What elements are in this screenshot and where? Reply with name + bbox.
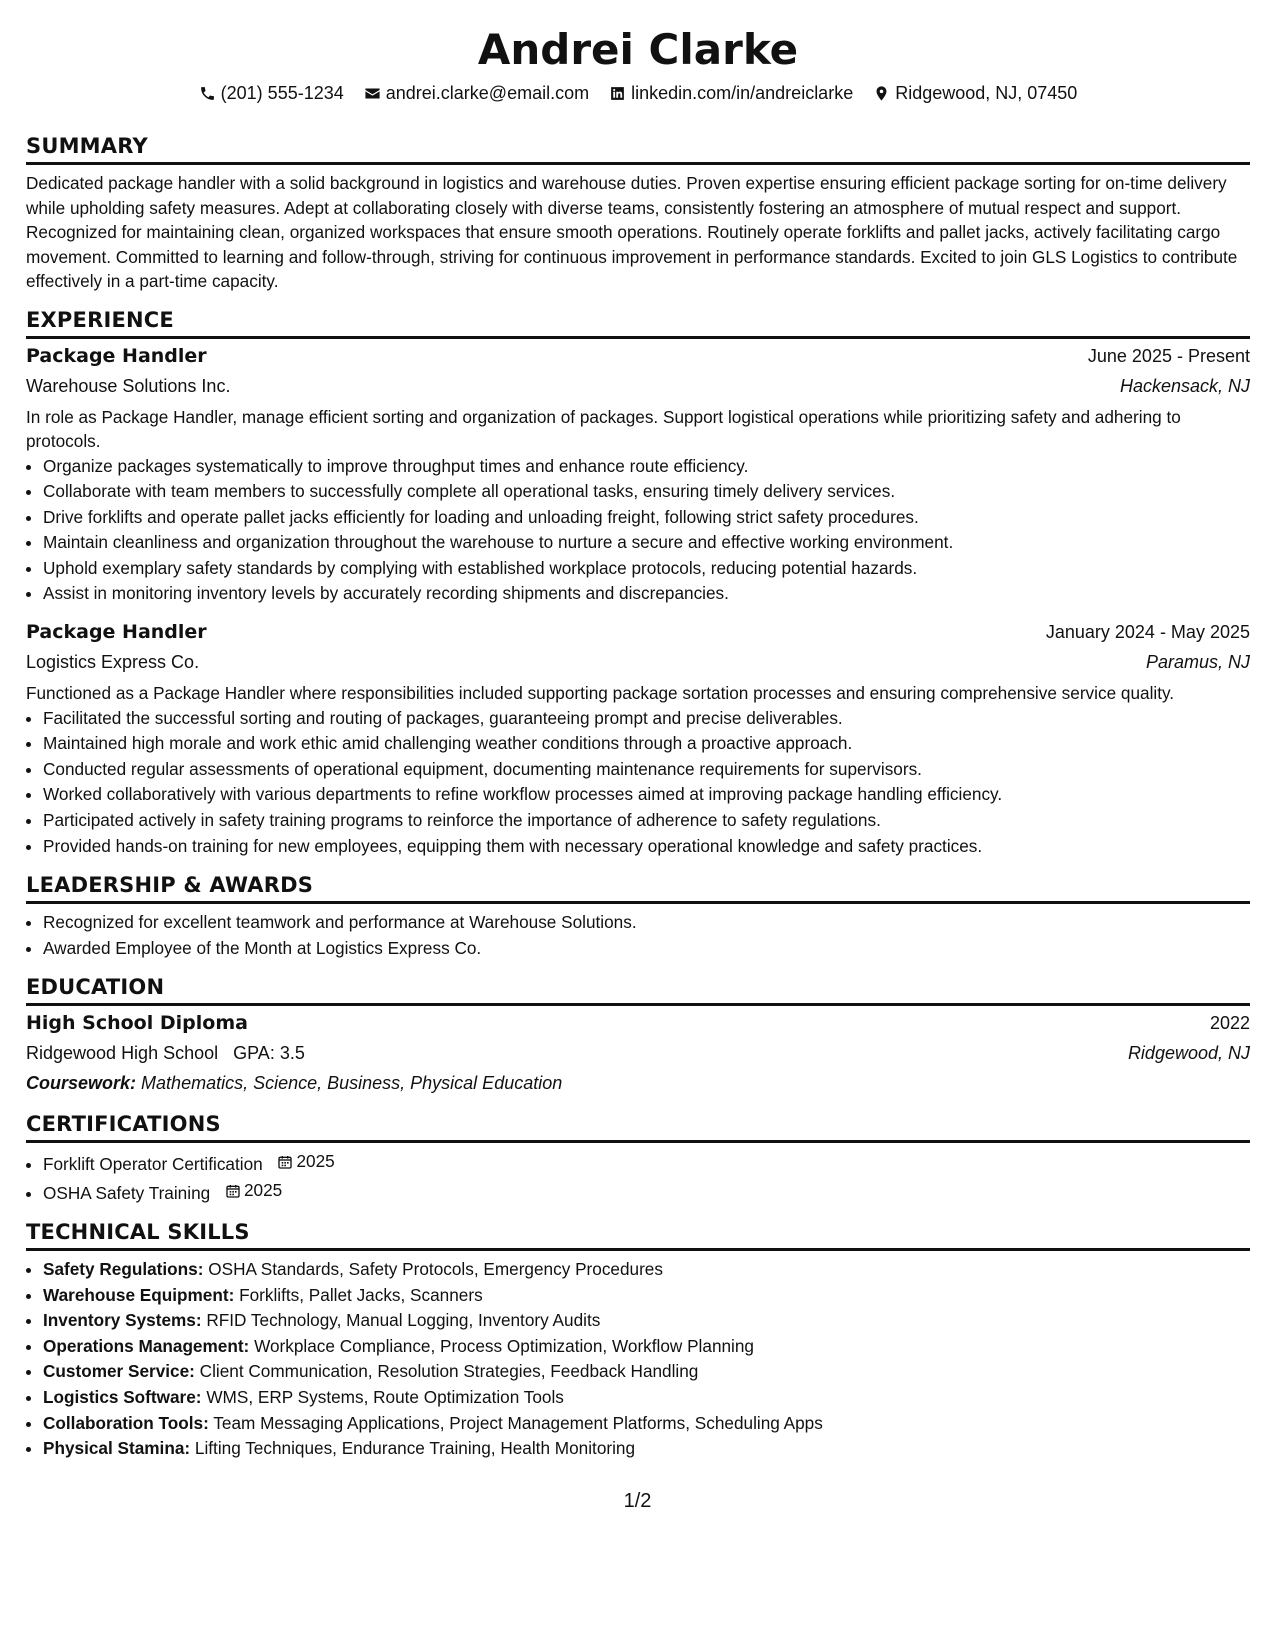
contact-location [873, 80, 1077, 106]
section-title-certifications: CERTIFICATIONS [26, 1110, 1250, 1143]
email-text[interactable]: andrei.clarke@email.com [385, 83, 590, 103]
skill-category: Safety Regulations: [43, 1259, 204, 1280]
list-item: • Uphold exemplary safety standards by complying with established workplace protocols, reducing potential hazards. [43, 556, 1250, 582]
section-title-leadership: LEADERSHIP & AWARDS [26, 871, 1250, 904]
page-number: 1/2 [623, 1490, 652, 1512]
contact-linkedin[interactable] [609, 80, 853, 106]
map-pin-icon [873, 85, 890, 102]
linkedin-text[interactable]: linkedin.com/in/andreiclarke [631, 83, 854, 103]
job-location: Hackensack, NJ [1119, 375, 1250, 396]
leadership-list [26, 910, 1250, 961]
job-entry [26, 617, 1250, 859]
job-dates: January 2024 - May 2025 [1045, 622, 1250, 643]
list-item [43, 1308, 1250, 1334]
list-item: • Participated actively in safety training programs to reinforce the importance of adherence to safety regulations. [43, 808, 1250, 834]
linkedin-icon [609, 85, 626, 102]
job-description: In role as Package Handler, manage efficient sorting and organization of packages. Support logistical operations while prioritizing safety and adhering to protocols. [26, 406, 1181, 451]
list-item [43, 1411, 1250, 1437]
location-text: Ridgewood, NJ, 07450 [895, 83, 1078, 103]
list-item [43, 1257, 1250, 1283]
job-company: Logistics Express Co. [26, 652, 200, 673]
cert-name: OSHA Safety Training [43, 1182, 211, 1203]
candidate-name: Andrei Clarke [477, 25, 799, 74]
calendar-icon [225, 1183, 241, 1199]
skill-values: Team Messaging Applications, Project Management Platforms, Scheduling Apps [213, 1412, 823, 1433]
coursework-label: Coursework: [26, 1073, 137, 1094]
job-location: Paramus, NJ [1145, 652, 1250, 673]
list-item [43, 1178, 1250, 1206]
list-item [43, 1359, 1250, 1385]
list-item: • Awarded Employee of the Month at Logistics Express Co. [43, 936, 1250, 962]
list-item: • Provided hands-on training for new employees, equipping them with necessary operational knowledge and safety practices. [43, 834, 1250, 860]
list-item: • Collaborate with team members to successfully complete all operational tasks, ensuring timely delivery services. [43, 479, 1250, 505]
skill-category: Logistics Software: [43, 1387, 202, 1408]
skill-values: Lifting Techniques, Endurance Training, Health Monitoring [194, 1438, 636, 1459]
skill-category: Customer Service: [43, 1361, 195, 1382]
skill-category: Collaboration Tools: [43, 1412, 209, 1433]
cert-year: 2025 [243, 1179, 283, 1200]
resume-page [26, 18, 1250, 1462]
job-dates: June 2025 - Present [1087, 345, 1250, 366]
list-item: • Assist in monitoring inventory levels by accurately recording shipments and discrepancies. [43, 581, 1250, 607]
contact-email[interactable] [364, 80, 589, 106]
school-name: Ridgewood High School [26, 1043, 219, 1064]
skill-category: Operations Management: [43, 1335, 250, 1356]
job-bullets [26, 454, 1250, 608]
envelope-icon [364, 85, 381, 102]
list-item: • Maintain cleanliness and organization throughout the warehouse to nurture a secure and effective working environment. [43, 530, 1250, 556]
cert-year: 2025 [296, 1151, 335, 1172]
skill-values: OSHA Standards, Safety Protocols, Emergency Procedures [208, 1259, 663, 1280]
gpa: GPA: 3.5 [233, 1043, 305, 1064]
certifications-list [26, 1149, 1250, 1206]
coursework-text: Mathematics, Science, Business, Physical Education [141, 1073, 563, 1094]
certifications-section [26, 1110, 1250, 1206]
coursework [26, 1068, 1250, 1098]
phone-text: (201) 555-1234 [220, 83, 344, 103]
skill-values: Client Communication, Resolution Strategies, Feedback Handling [199, 1361, 699, 1382]
summary-text: Dedicated package handler with a solid background in logistics and warehouse duties. Proven expertise ensuring efficient package sorting for on-time delivery while upholding safety measures. Adept at collaborating closely with diverse teams, consistently fostering an atmosphere of mutual respect and support. Recognized for maintaining clean, organized workspaces that ensure smooth operations. Routinely operate forklifts and pallet jacks, actively facilitating cargo movement. Committed to learning and follow-through, striving for continuous improvement in performance standards. Excited to join GLS Logistics to contribute effectively in a part-time capacity. [26, 173, 1238, 291]
list-item [43, 1283, 1250, 1309]
skills-list [26, 1257, 1250, 1462]
skill-values: Workplace Compliance, Process Optimization, Workflow Planning [254, 1335, 754, 1356]
summary-section [26, 132, 1250, 294]
job-bullets [26, 706, 1250, 860]
list-item [43, 1385, 1250, 1411]
list-item [43, 1149, 1250, 1177]
section-title-experience: EXPERIENCE [26, 306, 1250, 339]
graduation-year: 2022 [1209, 1013, 1250, 1034]
skill-values: RFID Technology, Manual Logging, Inventory Audits [206, 1310, 601, 1331]
phone-icon [199, 85, 216, 102]
school-location: Ridgewood, NJ [1127, 1043, 1250, 1064]
calendar-icon [277, 1154, 293, 1170]
section-title-summary: SUMMARY [26, 132, 1250, 165]
education-section [26, 973, 1250, 1098]
list-item: • Recognized for excellent teamwork and performance at Warehouse Solutions. [43, 910, 1250, 936]
list-item: • Conducted regular assessments of operational equipment, documenting maintenance requirements for supervisors. [43, 757, 1250, 783]
job-entry [26, 341, 1250, 608]
list-item [43, 1436, 1250, 1462]
job-company: Warehouse Solutions Inc. [26, 375, 231, 396]
job-title: Package Handler [26, 621, 207, 644]
leadership-section [26, 871, 1250, 961]
list-item: • Drive forklifts and operate pallet jacks efficiently for loading and unloading freight, following strict safety procedures. [43, 505, 1250, 531]
skill-category: Physical Stamina: [43, 1438, 191, 1459]
job-description: Functioned as a Package Handler where responsibilities included supporting package sortation processes and ensuring comprehensive service quality. [26, 683, 1175, 704]
skill-category: Warehouse Equipment: [43, 1284, 235, 1305]
section-title-skills: TECHNICAL SKILLS [26, 1218, 1250, 1251]
list-item: • Maintained high morale and work ethic amid challenging weather conditions through a proactive approach. [43, 731, 1250, 757]
skill-category: Inventory Systems: [43, 1310, 202, 1331]
contact-bar [26, 80, 1250, 106]
cert-name: Forklift Operator Certification [43, 1154, 263, 1175]
job-title: Package Handler [26, 344, 207, 367]
contact-phone [199, 80, 344, 106]
skill-values: WMS, ERP Systems, Route Optimization Tools [206, 1387, 564, 1408]
experience-section [26, 306, 1250, 860]
section-title-education: EDUCATION [26, 973, 1250, 1006]
skill-values: Forklifts, Pallet Jacks, Scanners [239, 1284, 483, 1305]
list-item: • Worked collaboratively with various departments to refine workflow processes aimed at improving package handling efficiency. [43, 782, 1250, 808]
degree: High School Diploma [26, 1012, 248, 1035]
skills-section [26, 1218, 1250, 1462]
list-item [43, 1334, 1250, 1360]
list-item: • Organize packages systematically to improve throughput times and enhance route efficiency. [43, 454, 1250, 480]
list-item: • Facilitated the successful sorting and routing of packages, guaranteeing prompt and precise deliverables. [43, 706, 1250, 732]
